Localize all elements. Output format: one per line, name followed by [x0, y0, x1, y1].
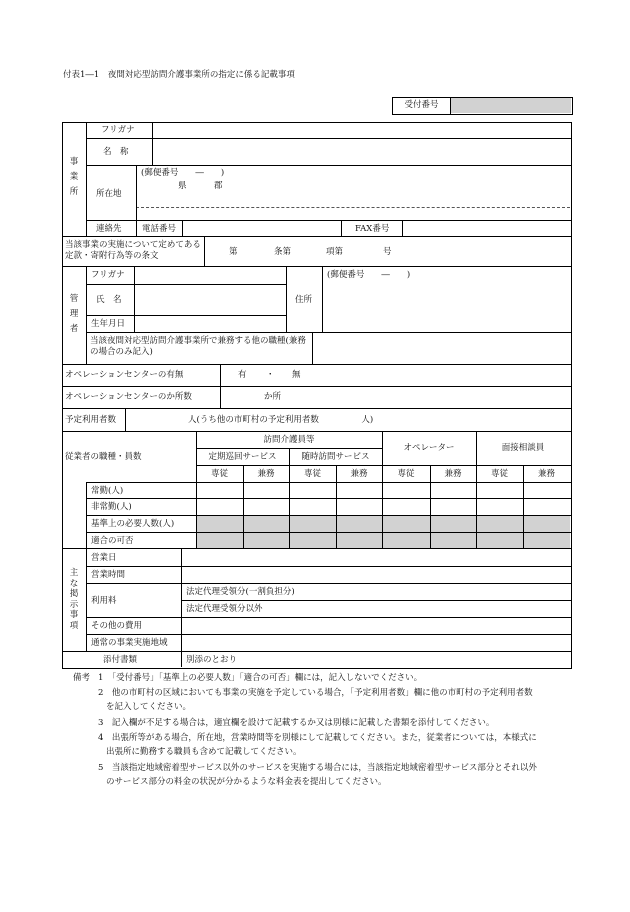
- operation-center-dot: ・: [266, 370, 275, 380]
- teiki-label: 定期巡回サービス: [208, 452, 277, 462]
- kanrisha-furigana-label: フリガナ: [91, 270, 125, 280]
- kanrisha-section-label: 管理者: [69, 294, 79, 334]
- row-required: 基準上の必要人数(人): [91, 519, 175, 529]
- planned-users-label: 予定利用者数: [65, 415, 117, 425]
- attachments-label: 添付書類: [103, 655, 138, 665]
- contact-label: 連絡先: [96, 224, 122, 234]
- kanrisha-concurrent-label: 当該夜間対応型訪問介護事業所で兼務する他の職種(兼務の場合のみ記入): [90, 336, 306, 357]
- article-ko: 項第: [326, 247, 344, 257]
- zuiji-label: 随時訪問サービス: [301, 452, 370, 462]
- fax-field[interactable]: [403, 221, 570, 236]
- operation-center-no[interactable]: 無: [292, 370, 301, 380]
- jigyosho-name-label: 名 称: [103, 147, 129, 157]
- service-area-label: 通常の事業実施地域: [91, 638, 168, 648]
- remark-item: 3 記入欄が不足する場合は，適宜欄を設けて記載するか又は別様に記載した書類を添付してください。: [98, 718, 495, 728]
- phone-field[interactable]: [183, 221, 340, 236]
- row-parttime: 非常勤(人): [91, 502, 132, 512]
- page-title: 付表1―1 夜間対応型訪問介護事業所の指定に係る記載事項: [63, 70, 295, 80]
- remark-item: 1 「受付番号」「基準上の必要人数」「適合の可否」欄には，記入しないでください。: [98, 673, 423, 683]
- col-kenmu: 兼務: [444, 469, 462, 479]
- kanrisha-birthdate-label: 生年月日: [91, 319, 126, 329]
- col-senju: 専従: [303, 469, 321, 479]
- houmon-label: 訪問介護員等: [263, 435, 315, 445]
- jigyosho-section-label: 事業所: [69, 157, 79, 197]
- col-senju: 専従: [397, 469, 415, 479]
- fee-statutory-label: 法定代理受領分(一割負担分): [186, 587, 295, 597]
- business-days-label: 営業日: [91, 553, 117, 563]
- article-dai: 第: [229, 247, 238, 257]
- remark-item: 5 当該指定地域密着型サービス以外のサービスを実施する場合には，当該指定地域密着型サービス部分とそれ以外: [98, 763, 537, 773]
- row-fulltime: 常勤(人): [91, 486, 124, 496]
- col-senju: 専従: [210, 469, 228, 479]
- other-costs-label: その他の費用: [91, 621, 143, 631]
- jigyosho-address-label: 所在地: [96, 189, 122, 199]
- fees-label: 利用料: [91, 596, 117, 606]
- col-senju: 専従: [490, 469, 508, 479]
- remark-item: を記入してください。: [106, 702, 192, 712]
- operation-center-exists-label: オペレーションセンターの有無: [65, 370, 184, 380]
- kanrisha-address-label: 住所: [295, 295, 313, 305]
- kanrisha-name-field[interactable]: [135, 285, 285, 315]
- receipt-label: 受付番号: [404, 100, 439, 110]
- jigyosho-furigana-label: フリガナ: [101, 125, 135, 135]
- jigyosho-name-field[interactable]: [153, 139, 570, 165]
- operation-center-yes[interactable]: 有: [238, 370, 247, 380]
- remark-item: 4 出張所等がある場合，所在地，営業時間等を別様にして記載してください。また，従業者については，本様式に: [98, 733, 537, 743]
- article-label: 当該事業の実施について定めてある定款・寄附行為等の条文: [65, 240, 201, 261]
- col-kenmu: 兼務: [350, 469, 368, 479]
- operation-center-count-unit: か所: [264, 392, 282, 402]
- staff-label: 従業者の職種・員数: [65, 452, 142, 462]
- col-kenmu: 兼務: [257, 469, 275, 479]
- fee-other-label: 法定代理受領分以外: [186, 604, 263, 614]
- operation-center-count-label: オペレーションセンターのか所数: [65, 392, 192, 402]
- kanrisha-name-label: 氏 名: [96, 295, 122, 305]
- notices-section-label: 主な掲示事項: [69, 568, 79, 631]
- fax-label: FAX番号: [355, 224, 390, 234]
- mensetsu-label: 面接相談員: [501, 443, 545, 453]
- receipt-number-field[interactable]: [451, 98, 571, 113]
- phone-label: 電話番号: [142, 224, 177, 234]
- business-hours-label: 営業時間: [91, 570, 126, 580]
- row-compliance: 適合の可否: [91, 536, 134, 546]
- planned-users-text: 人(うち他の市町村の予定利用者数 人): [188, 415, 374, 425]
- col-kenmu: 兼務: [537, 469, 555, 479]
- article-jo: 条第: [274, 247, 292, 257]
- operator-label: オペレーター: [403, 443, 455, 453]
- kanrisha-postal-label: (郵便番号 ― ): [327, 270, 411, 280]
- remark-item: 出張所に勤務する職員も含めて記載してください。: [106, 747, 302, 757]
- remarks-label: 備考: [73, 673, 91, 683]
- remark-item: 2 他の市町村の区域においても事業の実施を予定している場合，「予定利用者数」欄に他の市町村の予定利用者数: [98, 688, 533, 698]
- jigyosho-county-label: 郡: [214, 181, 223, 191]
- jigyosho-pref-label: 県: [178, 181, 187, 191]
- article-go: 号: [383, 247, 392, 257]
- jigyosho-postal-label: (郵便番号 ― ): [141, 168, 225, 178]
- remark-item: のサービス部分の料金の状況が分かるような料金表を提出してください。: [106, 777, 387, 787]
- attachments-value: 別添のとおり: [186, 655, 238, 665]
